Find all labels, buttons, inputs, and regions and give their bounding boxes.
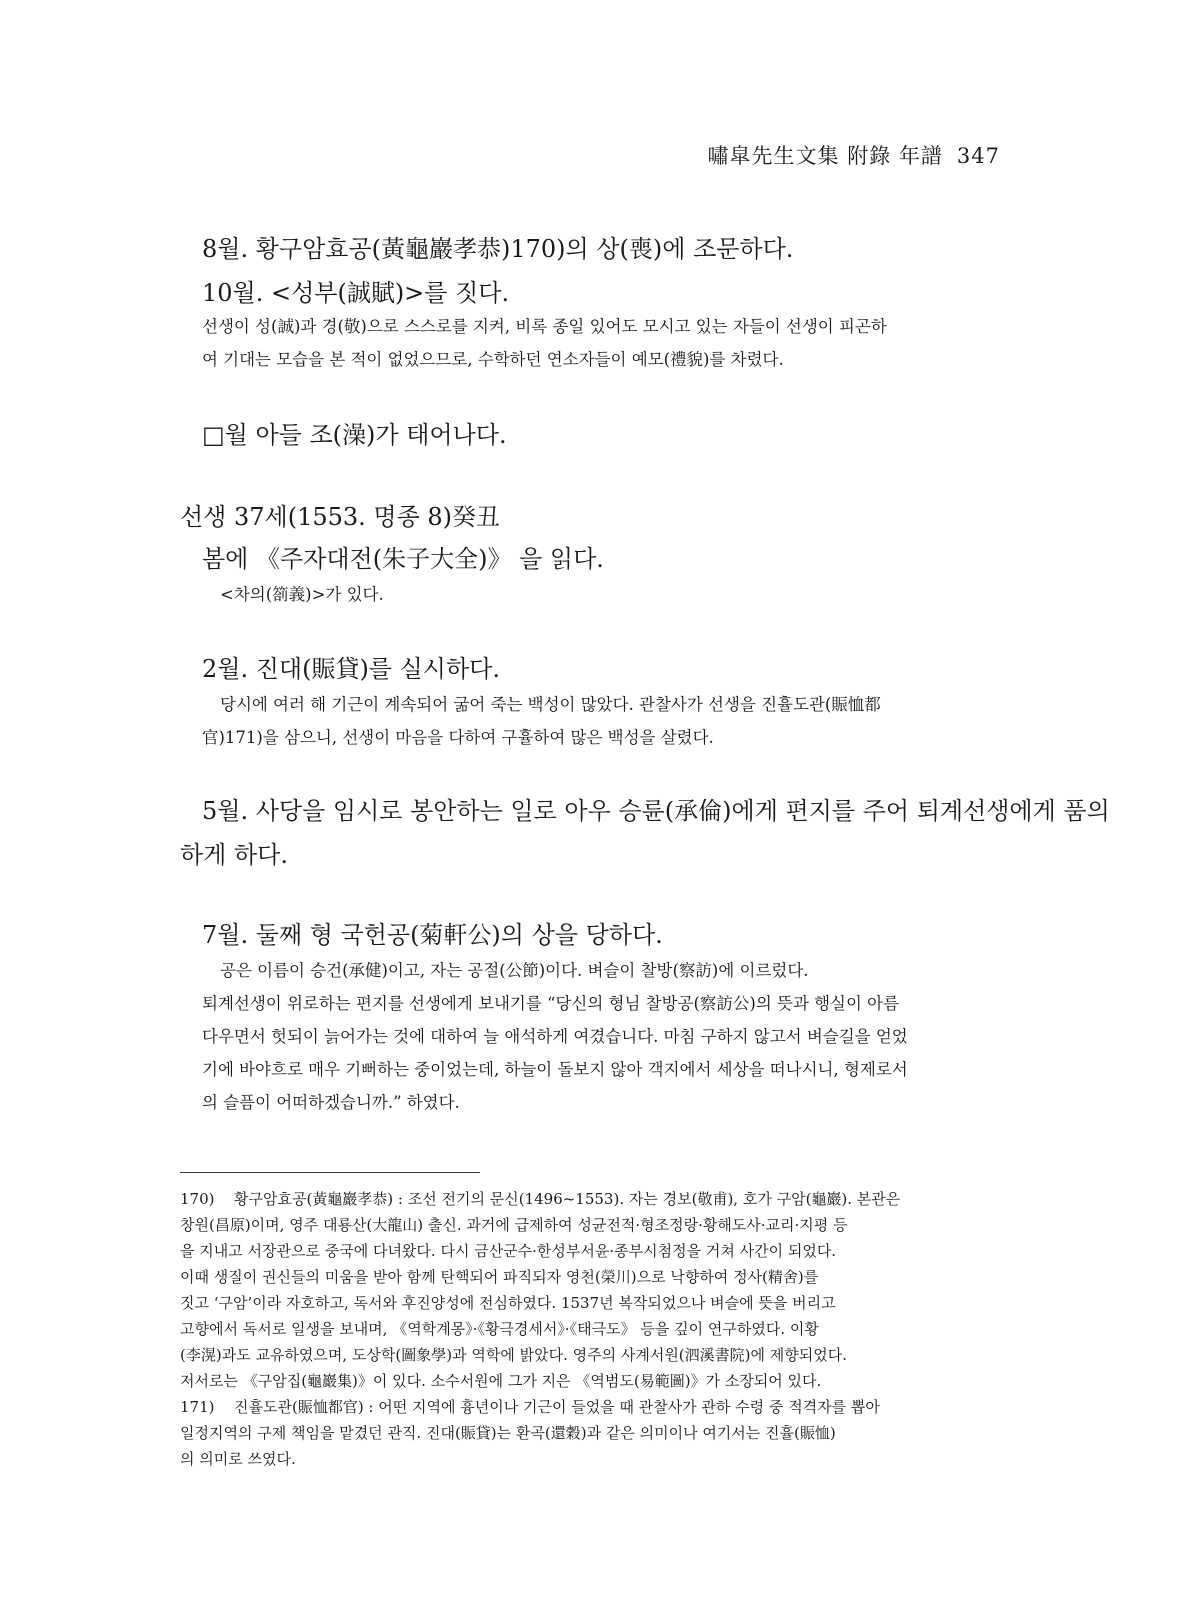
footnote-number: 171) xyxy=(180,1398,215,1416)
footnote-line: 짓고 ‘구암’이라 자호하고, 독서와 후진양성에 전심하였다. 1537년 복작되었으나 벼슬에 뜻을 버리고 xyxy=(180,1294,836,1312)
footnote-line: (李滉)과도 교유하였으며, 도상학(圖象學)과 역학에 밝았다. 영주의 사계서원(泗溪書院)에 제향되었다. xyxy=(180,1346,847,1364)
paragraph-line: 공은 이름이 승건(承健)이고, 자는 공절(公節)이다. 벼슬이 찰방(察訪)에 이르렀다. xyxy=(220,961,809,980)
footnote-line: 의 의미로 쓰였다. xyxy=(180,1450,296,1468)
footnote-line: 이때 생질이 권신들의 미움을 받아 함께 탄핵되어 파직되자 영천(榮川)으로 낙향하여 정사(精舍)를 xyxy=(180,1268,819,1286)
entry-heading-july: 7월. 둘째 형 국헌공(菊軒公)의 상을 당하다. xyxy=(202,921,663,949)
paragraph-line: 당시에 여러 해 기근이 계속되어 굶어 죽는 백성이 많았다. 관찰사가 선생을 진휼도관(賑恤都 xyxy=(220,695,881,714)
paragraph-line: 여 기대는 모습을 본 적이 없었으므로, 수학하던 연소자들이 예모(禮貌)를 차렸다. xyxy=(202,350,784,369)
footnote-line: 황구암효공(黃龜巖孝恭) : 조선 전기의 문신(1496~1553). 자는 경보(敬甫), 호가 구암(龜巖). 본관은 xyxy=(234,1190,901,1208)
footnote-line: 을 지내고 서장관으로 중국에 다녀왔다. 다시 금산군수·한성부서윤·종부시첨정을 거쳐 사간이 되었다. xyxy=(180,1242,837,1260)
paragraph-line: 기에 바야흐로 매우 기뻐하는 중이었는데, 하늘이 돌보지 않아 객지에서 세상을 떠나시니, 형제로서 xyxy=(202,1060,908,1079)
paragraph-line: 의 슬픔이 어떠하겠습니까.” 하였다. xyxy=(202,1093,460,1112)
paragraph-line: 선생이 성(誠)과 경(敬)으로 스스로를 지켜, 비록 종일 있어도 모시고 있는 자들이 선생이 피곤하 xyxy=(202,317,887,336)
footnote-number: 170) xyxy=(180,1190,215,1208)
entry-heading-february: 2월. 진대(賑貸)를 실시하다. xyxy=(202,655,500,683)
header-title: 嘯皐先生文集 附錄 年譜 xyxy=(707,144,943,168)
entry-heading-october: 10월. <성부(誠賦)>를 짓다. xyxy=(202,279,510,307)
footnote-line: 고향에서 독서로 일생을 보내며, 《역학계몽》·《황극경세서》·《태극도》 등을 깊이 연구하였다. 이황 xyxy=(180,1320,819,1338)
footnote-divider xyxy=(180,1172,480,1173)
paragraph-line: <차의(箚義)>가 있다. xyxy=(220,585,384,604)
year-heading: 선생 37세(1553. 명종 8)癸丑 xyxy=(180,503,501,531)
entry-heading-august: 8월. 황구암효공(黃龜巖孝恭)170)의 상(喪)에 조문하다. xyxy=(202,235,794,263)
paragraph-line: 퇴계선생이 위로하는 편지를 선생에게 보내기를 “당신의 형님 찰방공(察訪公)의 뜻과 행실이 아름 xyxy=(202,994,900,1013)
paragraph-line: 다우면서 헛되이 늙어가는 것에 대하여 늘 애석하게 여겼습니다. 마침 구하지 않고서 벼슬길을 얻었 xyxy=(202,1027,908,1046)
running-header xyxy=(708,140,1000,170)
entry-heading-son-born: □월 아들 조(澡)가 태어나다. xyxy=(202,421,507,449)
entry-heading-may-cont: 하게 하다. xyxy=(180,841,288,869)
footnote-171 xyxy=(180,1394,1020,1420)
footnote-line: 창원(昌原)이며, 영주 대룡산(大龍山) 출신. 과거에 급제하여 성균전적·형조정랑·황해도사·교리·지평 등 xyxy=(180,1216,848,1234)
entry-heading-spring: 봄에 《주자대전(朱子大全)》 을 읽다. xyxy=(202,545,604,573)
footnote-170 xyxy=(180,1186,1020,1212)
footnote-line: 저서로는 《구암집(龜巖集)》이 있다. 소수서원에 그가 지은 《역범도(易範圖)》가 소장되어 있다. xyxy=(180,1372,822,1390)
entry-heading-may: 5월. 사당을 임시로 봉안하는 일로 아우 승륜(承倫)에게 편지를 주어 퇴계선생에게 품의 xyxy=(202,797,1110,825)
page-number: 347 xyxy=(956,144,1000,168)
footnote-line: 진휼도관(賑恤都官) : 어떤 지역에 흉년이나 기근이 들었을 때 관찰사가 관하 수령 중 적격자를 뽑아 xyxy=(234,1398,880,1416)
paragraph-line: 官)171)을 삼으니, 선생이 마음을 다하여 구휼하여 많은 백성을 살렸다. xyxy=(202,728,714,747)
footnote-line: 일정지역의 구제 책임을 맡겼던 관직. 진대(賑貸)는 환곡(還穀)과 같은 의미이나 여기서는 진휼(賑恤) xyxy=(180,1424,836,1442)
